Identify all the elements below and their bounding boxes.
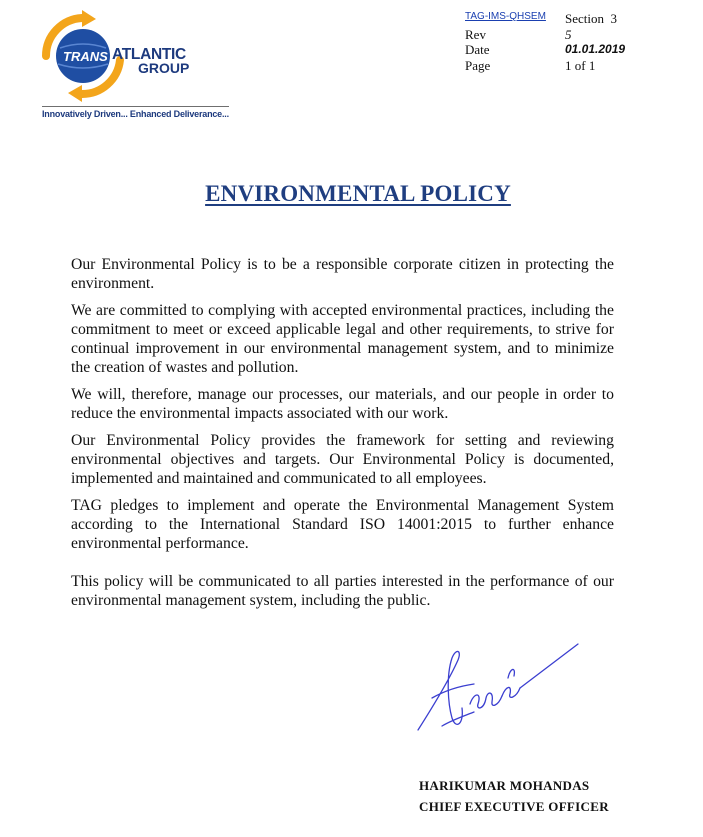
policy-paragraph: Our Environmental Policy is to be a responsible corporate citizen in protecting the environment. [71,256,614,292]
section-value: Section 3 [565,11,617,26]
doc-info-row-page [465,58,665,74]
date-value: 01.01.2019 [565,42,626,56]
policy-paragraph: This policy will be communicated to all parties interested in the performance of our environmental management system, including the public. [71,573,614,609]
doc-info-row-rev [465,27,665,43]
policy-paragraph: TAG pledges to implement and operate the Environmental Management System according to the International Standard ISO 14001:2015 to further enhance environmental performance. [71,497,614,552]
policy-paragraph: Our Environmental Policy provides the framework for setting and reviewing environmental objectives and targets. Our Environmental Policy is documented, implemented and maintained and communicated to all employees. [71,432,614,487]
signatory-name: HARIKUMAR MOHANDAS [419,778,590,793]
signatory-block [419,775,609,817]
company-tagline: Innovatively Driven... Enhanced Deliverance... [42,106,229,119]
handwritten-signature [412,638,582,743]
doc-info-row-section [465,11,665,27]
page-value: 1 of 1 [565,57,596,73]
orange-arrowhead-bottom [68,85,82,102]
policy-paragraph: We are committed to complying with accepted environmental practices, including the commitment to meet or exceed applicable legal and other requirements, to strive for continual improvement in our environmental management system, and to minimize the creation of wastes and pollution. [71,302,614,376]
policy-paragraph: We will, therefore, manage our processes, our materials, and our people in order to reduce the environmental impacts associated with our work. [71,386,614,422]
rev-label: Rev [465,26,486,42]
signatory-position: CHIEF EXECUTIVE OFFICER [419,799,609,814]
date-label: Date [465,42,490,57]
doc-info-row-date [465,42,665,58]
brand-word1: ATLANTIC [112,46,186,63]
orange-arrowhead-top [82,10,96,27]
document-code: TAG-IMS-QHSEM [465,11,546,22]
brand-word2: GROUP [138,60,190,76]
logo-graphic [38,10,204,102]
document-control-block [465,11,665,73]
policy-body [71,255,614,618]
brand-prefix: TRANS [63,49,108,64]
page-label: Page [465,57,491,73]
document-title: ENVIRONMENTAL POLICY [205,181,511,206]
rev-value: 5 [565,26,572,42]
